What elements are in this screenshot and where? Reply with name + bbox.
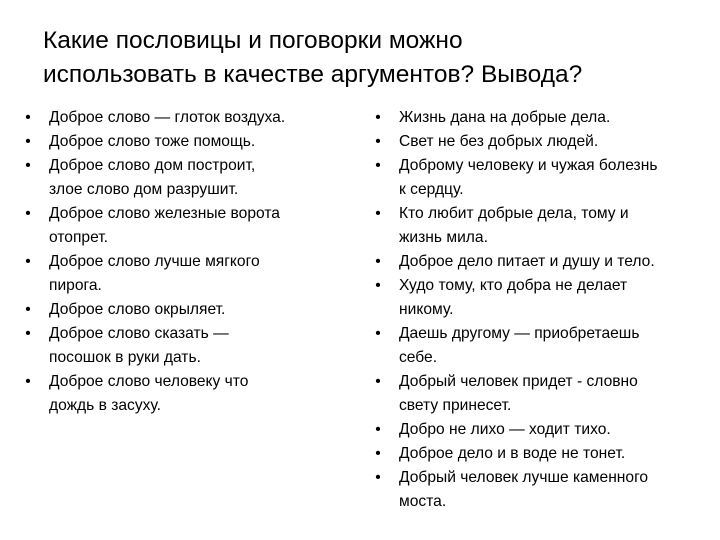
proverb-item: [21, 298, 341, 322]
bullet-icon: •: [25, 325, 31, 342]
proverb-item: [371, 202, 713, 250]
proverb-text-line: Худо тому, кто добра не делает: [399, 277, 628, 294]
proverb-text-line: себе.: [399, 349, 438, 366]
proverb-text-line: Доброе слово железные ворота: [49, 205, 280, 222]
proverb-text-line: Доброе слово сказать —: [49, 325, 229, 342]
proverb-item: [371, 154, 713, 202]
proverb-item: [21, 130, 341, 154]
bullet-icon: •: [375, 109, 381, 126]
right-proverb-list: [371, 106, 713, 514]
proverb-item: [371, 370, 713, 418]
proverb-item: [21, 202, 341, 250]
slide-title: [43, 24, 703, 92]
bullet-icon: •: [375, 277, 381, 294]
proverb-text-line: Доброе слово — глоток воздуха.: [49, 109, 286, 126]
proverb-text-line: Доброе слово человеку что: [49, 373, 249, 390]
proverb-text-line: Доброму человеку и чужая болезнь: [399, 157, 658, 174]
bullet-icon: •: [25, 133, 31, 150]
proverb-text-line: злое слово дом разрушит.: [49, 181, 239, 198]
proverb-text-line: Доброе слово окрыляет.: [49, 301, 226, 318]
proverb-text-line: Доброе слово тоже помощь.: [49, 133, 256, 150]
proverb-text-line: никому.: [399, 301, 454, 318]
bullet-icon: •: [375, 421, 381, 438]
bullet-icon: •: [375, 157, 381, 174]
proverb-item: [21, 250, 341, 298]
bullet-icon: •: [375, 373, 381, 390]
proverb-item: [371, 250, 713, 274]
proverb-text-line: Добрый человек лучше каменного: [399, 469, 649, 486]
bullet-icon: •: [25, 205, 31, 222]
proverb-item: [21, 106, 341, 130]
proverb-item: [371, 466, 713, 514]
proverb-text-line: моста.: [399, 493, 447, 510]
proverb-text-line: Свет не без добрых людей.: [399, 133, 599, 150]
bullet-icon: •: [375, 253, 381, 270]
proverb-text-line: жизнь мила.: [399, 229, 488, 246]
proverb-text-line: отопрет.: [49, 229, 108, 246]
proverb-text-line: Жизнь дана на добрые дела.: [399, 109, 611, 126]
bullet-icon: •: [375, 205, 381, 222]
proverb-item: [21, 322, 341, 370]
bullet-icon: •: [375, 445, 381, 462]
proverb-text-line: Доброе дело питает и душу и тело.: [399, 253, 655, 270]
proverb-text-line: свету принесет.: [399, 397, 512, 414]
proverb-text-line: посошок в руки дать.: [49, 349, 201, 366]
slide-title-line-2: использовать в качестве аргументов? Вывода?: [43, 61, 583, 88]
proverb-text-line: Добро не лихо — ходит тихо.: [399, 421, 611, 438]
proverb-item: [371, 442, 713, 466]
bullet-icon: •: [25, 253, 31, 270]
bullet-icon: •: [25, 373, 31, 390]
bullet-icon: •: [25, 301, 31, 318]
proverb-text-line: Доброе дело и в воде не тонет.: [399, 445, 626, 462]
proverb-item: [371, 106, 713, 130]
bullet-icon: •: [375, 133, 381, 150]
proverb-text-line: Даешь другому — приобретаешь: [399, 325, 640, 342]
bullet-icon: •: [375, 325, 381, 342]
proverb-item: [371, 322, 713, 370]
proverb-item: [371, 274, 713, 322]
proverb-text-line: Доброе слово лучше мягкого: [49, 253, 260, 270]
proverb-text-line: Доброе слово дом построит,: [49, 157, 256, 174]
proverb-text-line: Добрый человек придет - словно: [399, 373, 638, 390]
proverb-item: [371, 418, 713, 442]
bullet-icon: •: [25, 157, 31, 174]
proverb-text-line: дождь в засуху.: [49, 397, 161, 414]
left-proverb-list: [21, 106, 341, 418]
slide-title-line-1: Какие пословицы и поговорки можно: [43, 27, 463, 54]
proverb-item: [371, 130, 713, 154]
proverb-text-line: к сердцу.: [399, 181, 464, 198]
proverb-text-line: пирога.: [49, 277, 102, 294]
bullet-icon: •: [25, 109, 31, 126]
proverb-text-line: Кто любит добрые дела, тому и: [399, 205, 629, 222]
proverb-item: [21, 154, 341, 202]
proverb-item: [21, 370, 341, 418]
bullet-icon: •: [375, 469, 381, 486]
